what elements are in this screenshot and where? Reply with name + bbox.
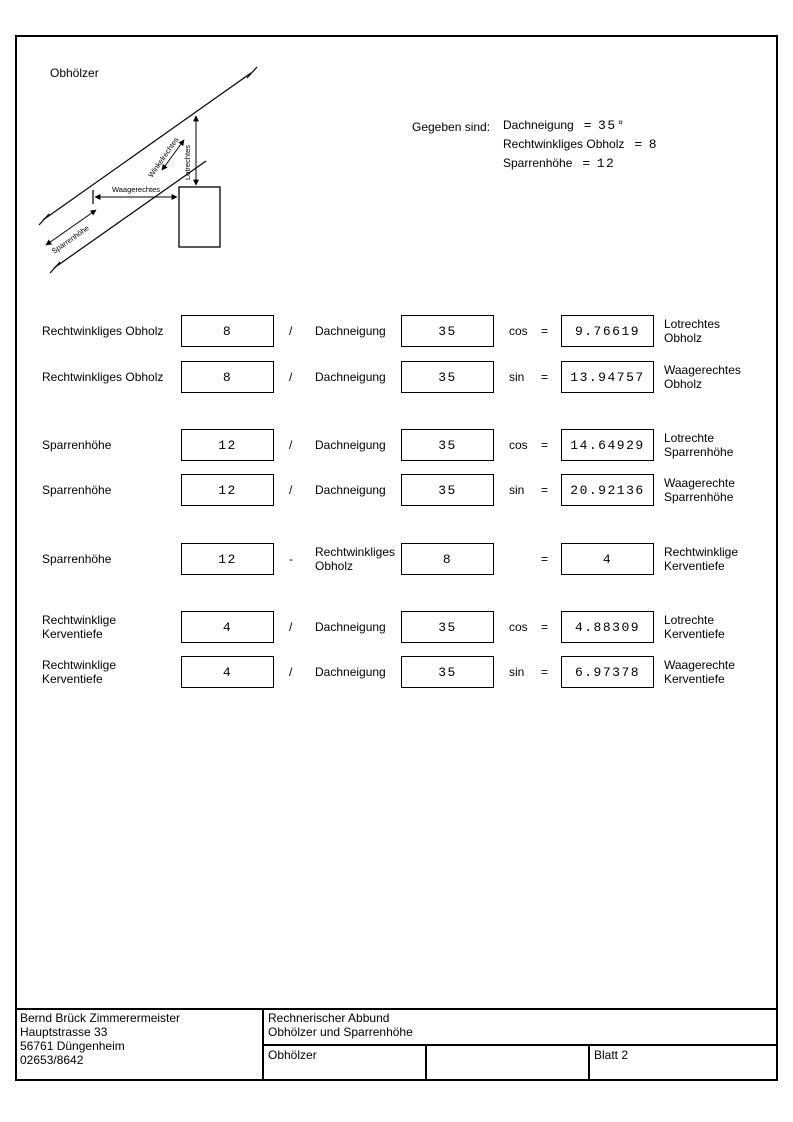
calc-mid-label: Rechtwinkliges Obholz <box>315 545 396 573</box>
equals-sign: = <box>634 137 644 152</box>
operator: / <box>289 483 293 497</box>
given-label: Rechtwinkliges Obholz <box>503 137 625 151</box>
calc-result-label: Lotrechte Kerventiefe <box>664 613 725 641</box>
calc-result-label: Waagerechtes Obholz <box>664 363 741 391</box>
equals-sign: = <box>541 370 549 384</box>
calc-result-label: Rechtwinklige Kerventiefe <box>664 545 739 573</box>
calc-value1-field[interactable]: 8 <box>181 315 274 347</box>
calc-result-field[interactable]: 4 <box>561 543 654 575</box>
operator: / <box>289 438 293 452</box>
calc-mid-label: Dachneigung <box>315 324 386 338</box>
calc-value1-field[interactable]: 12 <box>181 429 274 461</box>
equals-sign: = <box>541 665 549 679</box>
calc-row-6 <box>0 611 793 643</box>
equals-sign: = <box>541 438 549 452</box>
calc-value2-field[interactable]: 35 <box>401 656 494 688</box>
given-item-rechtwinkliges-obholz <box>503 137 658 156</box>
given-label: Sparrenhöhe <box>503 156 573 170</box>
dimension-tick <box>247 67 257 78</box>
calc-mid-label: Dachneigung <box>315 620 386 634</box>
calc-row-4 <box>0 474 793 506</box>
titleblock-divider <box>15 1008 778 1010</box>
calc-result-field[interactable]: 6.97378 <box>561 656 654 688</box>
calc-result-label: Lotrechte Sparrenhöhe <box>664 431 734 459</box>
calc-result-label: Waagerechte Sparrenhöhe <box>664 476 735 504</box>
titleblock-divider <box>588 1044 590 1081</box>
calc-mid-label: Dachneigung <box>315 438 386 452</box>
roof-rafter-diagram <box>38 58 268 276</box>
given-value-text: 12 <box>596 156 616 171</box>
diagram-label-sparrenhoehe: Sparrenhöhe <box>49 223 91 256</box>
calc-value2-field[interactable]: 35 <box>401 611 494 643</box>
equals-sign: = <box>583 118 594 133</box>
project-title-line2: Obhölzer und Sparrenhöhe <box>268 1025 413 1039</box>
given-value <box>634 137 658 152</box>
calc-left-label: Sparrenhöhe <box>42 438 112 452</box>
dimension-tick <box>39 214 49 225</box>
calc-result-field[interactable]: 14.64929 <box>561 429 654 461</box>
drawing-name: Obhölzer <box>268 1048 317 1062</box>
given-heading: Gegeben sind: <box>412 120 491 134</box>
given-item-sparrenhoehe <box>503 156 658 175</box>
trig-function: sin <box>509 665 525 679</box>
calc-mid-label: Dachneigung <box>315 370 386 384</box>
calc-row-7 <box>0 656 793 688</box>
equals-sign: = <box>541 552 549 566</box>
calc-value1-field[interactable]: 12 <box>181 543 274 575</box>
equals-sign: = <box>541 324 549 338</box>
titleblock-divider <box>425 1044 427 1081</box>
company-street: Hauptstrasse 33 <box>20 1025 108 1039</box>
calc-left-label: Rechtwinkliges Obholz <box>42 324 164 338</box>
calc-value2-field[interactable]: 8 <box>401 543 494 575</box>
dimension-tick <box>50 262 60 273</box>
calc-result-field[interactable]: 9.76619 <box>561 315 654 347</box>
operator: / <box>289 620 293 634</box>
given-items <box>503 118 658 175</box>
calc-left-label: Rechtwinklige Kerventiefe <box>42 613 117 641</box>
trig-function: sin <box>509 370 525 384</box>
calc-result-label: Lotrechtes Obholz <box>664 317 721 345</box>
diagram-label-lotrechtes: Lotrechtes <box>183 144 192 180</box>
calc-value2-field[interactable]: 35 <box>401 361 494 393</box>
calc-left-label: Rechtwinkliges Obholz <box>42 370 164 384</box>
trig-function: cos <box>509 438 528 452</box>
calc-row-3 <box>0 429 793 461</box>
calc-mid-label: Dachneigung <box>315 665 386 679</box>
trig-function: cos <box>509 620 528 634</box>
calc-result-label: Waagerechte Kerventiefe <box>664 658 735 686</box>
given-value-text: 8 <box>648 137 659 152</box>
calc-row-2 <box>0 361 793 393</box>
calc-left-label: Rechtwinklige Kerventiefe <box>42 658 117 686</box>
given-label: Dachneigung <box>503 118 574 132</box>
given-value <box>582 156 615 171</box>
calc-row-5 <box>0 543 793 575</box>
company-city: 56761 Düngenheim <box>20 1039 125 1053</box>
operator: / <box>289 370 293 384</box>
company-address-block <box>20 1011 180 1067</box>
calc-value1-field[interactable]: 4 <box>181 656 274 688</box>
calc-left-label: Sparrenhöhe <box>42 483 112 497</box>
calc-value2-field[interactable]: 35 <box>401 429 494 461</box>
equals-sign: = <box>541 620 549 634</box>
company-phone: 02653/8642 <box>20 1053 84 1067</box>
diagram-title: Obhölzer <box>50 66 99 80</box>
calc-value1-field[interactable]: 8 <box>181 361 274 393</box>
calc-result-field[interactable]: 20.92136 <box>561 474 654 506</box>
operator: - <box>289 552 293 566</box>
project-title-line1: Rechnerischer Abbund <box>268 1011 390 1025</box>
diagram-label-waagerechtes: Waagerechtes <box>111 185 161 194</box>
company-name: Bernd Brück Zimmerermeister <box>20 1011 181 1025</box>
calc-value1-field[interactable]: 4 <box>181 611 274 643</box>
project-title-block <box>268 1011 413 1039</box>
calc-value2-field[interactable]: 35 <box>401 315 494 347</box>
calc-result-field[interactable]: 4.88309 <box>561 611 654 643</box>
operator: / <box>289 665 293 679</box>
operator: / <box>289 324 293 338</box>
given-item-dachneigung <box>503 118 658 137</box>
titleblock-divider <box>262 1044 778 1046</box>
given-value-text: 35° <box>598 118 626 133</box>
calc-row-1 <box>0 315 793 347</box>
equals-sign: = <box>582 156 592 171</box>
calc-left-label: Sparrenhöhe <box>42 552 112 566</box>
calc-value1-field[interactable]: 12 <box>181 474 274 506</box>
diagram-label-winkelrechtes: Winkelrechtes <box>146 135 181 180</box>
trig-function: cos <box>509 324 528 338</box>
given-value <box>584 118 626 133</box>
sheet-number: Blatt 2 <box>594 1048 629 1062</box>
given-block <box>412 118 658 175</box>
purlin-rectangle <box>179 187 220 247</box>
trig-function: sin <box>509 483 525 497</box>
calc-value2-field[interactable]: 35 <box>401 474 494 506</box>
calc-mid-label: Dachneigung <box>315 483 386 497</box>
calc-result-field[interactable]: 13.94757 <box>561 361 654 393</box>
equals-sign: = <box>541 483 549 497</box>
